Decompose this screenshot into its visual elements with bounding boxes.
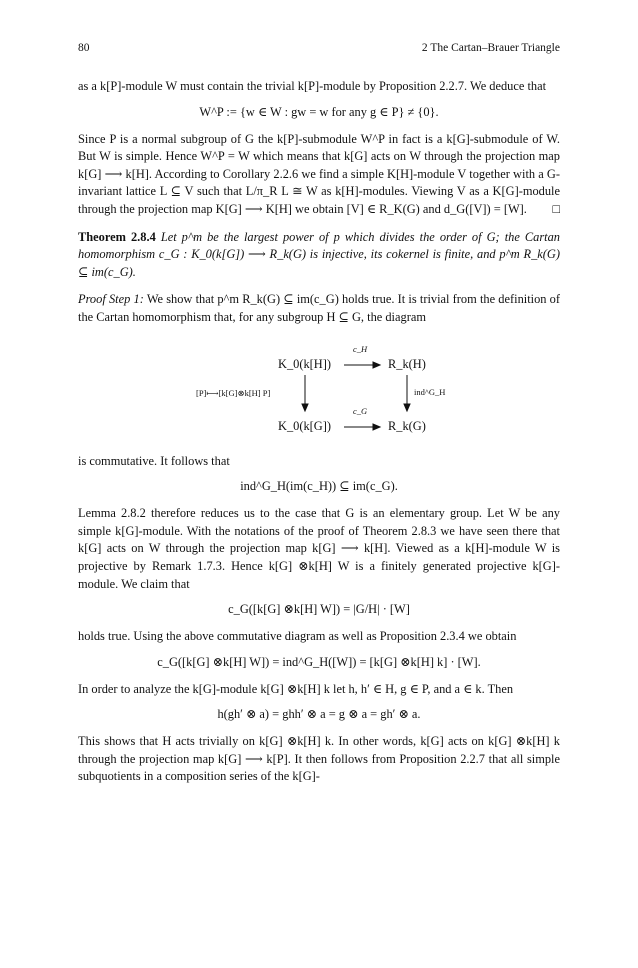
proof-text: We show that p^m R_k(G) ⊆ im(c_G) holds true. It is trivial from the definition of the Cartan homomorphism that, for any subgroup H ⊆ G, the diagram bbox=[78, 292, 560, 324]
equation-2: ind^G_H(im(c_H)) ⊆ im(c_G). bbox=[240, 479, 398, 494]
equation-3: c_G([k[G] ⊗k[H] W]) = |G/H| · [W] bbox=[228, 602, 410, 617]
paragraph-6: In order to analyze the k[G]-module k[G] ⊗k[H] k let h, h′ ∈ H, g ∈ P, and a ∈ k. Then bbox=[78, 681, 514, 696]
diagram-left-arrow-label: [P]⟼[k[G]⊗k[H] P] bbox=[196, 387, 271, 398]
page-number: 80 bbox=[78, 42, 90, 54]
commutative-diagram bbox=[78, 341, 560, 443]
diagram-bottom-arrow-label: c_G bbox=[353, 405, 368, 416]
theorem-2-8-4 bbox=[78, 229, 560, 282]
diagram-bottom-right: R_k(G) bbox=[388, 418, 426, 433]
qed-symbol: □ bbox=[552, 201, 560, 216]
paragraph-5: holds true. Using the above commutative diagram as well as Proposition 2.3.4 we obtain bbox=[78, 629, 517, 644]
equation-1: W^P := {w ∈ W : gw = w for any g ∈ P} ≠ {0}. bbox=[199, 104, 439, 119]
running-header bbox=[78, 42, 560, 54]
theorem-label: Theorem 2.8.4 bbox=[78, 229, 156, 244]
paragraph-2 bbox=[78, 131, 560, 219]
theorem-text: Let p^m be the largest power of p which divides the order of G; the Cartan homomorphism c_G : K_0(k[G]) ⟶ R_k(G) is injective, its cokernel is finite, and p^m R_k(G) ⊆ im(c_G). bbox=[78, 229, 561, 279]
running-title: 2 The Cartan–Brauer Triangle bbox=[421, 42, 560, 54]
book-page bbox=[78, 42, 560, 786]
paragraph-4: Lemma 2.8.2 therefore reduces us to the case that G is an elementary group. Let W be any simple k[G]-module. With the notations of the proof of Theorem 2.8.3 we have seen there that k[G] acts on W through the projection map k[G] ⟶ k[H]. Viewed as a k[H]-module W is projective by Remark 1.7.3. Hence k[G] ⊗k[H] W is a finitely generated projective k[G]-module. We claim that bbox=[78, 506, 560, 591]
paragraph-3: is commutative. It follows that bbox=[78, 453, 230, 468]
diagram-bottom-left: K_0(k[G]) bbox=[278, 418, 331, 433]
proof-label: Proof Step 1: bbox=[78, 292, 144, 307]
diagram-top-arrow-label: c_H bbox=[353, 343, 368, 354]
diagram-top-right: R_k(H) bbox=[388, 356, 426, 371]
paragraph-7: This shows that H acts trivially on k[G] ⊗k[H] k. In other words, k[G] acts on k[G] ⊗k[H] k through the projection map k[G] ⟶ k[P]. It then follows from Proposition 2.2.7 that all simple subquotients in a composition series of the k[G]- bbox=[78, 734, 560, 784]
equation-5: h(gh′ ⊗ a) = ghh′ ⊗ a = g ⊗ a = gh′ ⊗ a. bbox=[217, 707, 421, 722]
diagram-top-left: K_0(k[H]) bbox=[278, 356, 331, 371]
proof-step-1 bbox=[78, 291, 560, 326]
diagram-right-arrow-label: ind^G_H bbox=[414, 386, 446, 397]
paragraph-2-text: Since P is a normal subgroup of G the k[P]-submodule W^P in fact is a k[G]-submodule of W. But W is simple. Hence W^P = W which means that k[G] acts on W through the projection map k[G] ⟶ k[H]. According to Corollary 2.2.6 we find a simple K[H]-module V together with a G-invariant lattice L ⊆ V such that L/π_R L ≅ W as k[H]-modules. Viewing V as a K[G]-module through the projection map K[G] ⟶ K[H] we obtain [V] ∈ R_K(G) and d_G([V]) = [W]. bbox=[78, 131, 560, 216]
equation-4: c_G([k[G] ⊗k[H] W]) = ind^G_H([W]) = [k[G] ⊗k[H] k] · [W]. bbox=[157, 654, 481, 669]
paragraph-1: as a k[P]-module W must contain the trivial k[P]-module by Proposition 2.2.7. We deduce that bbox=[78, 79, 547, 93]
diagram-arrows bbox=[78, 341, 560, 443]
